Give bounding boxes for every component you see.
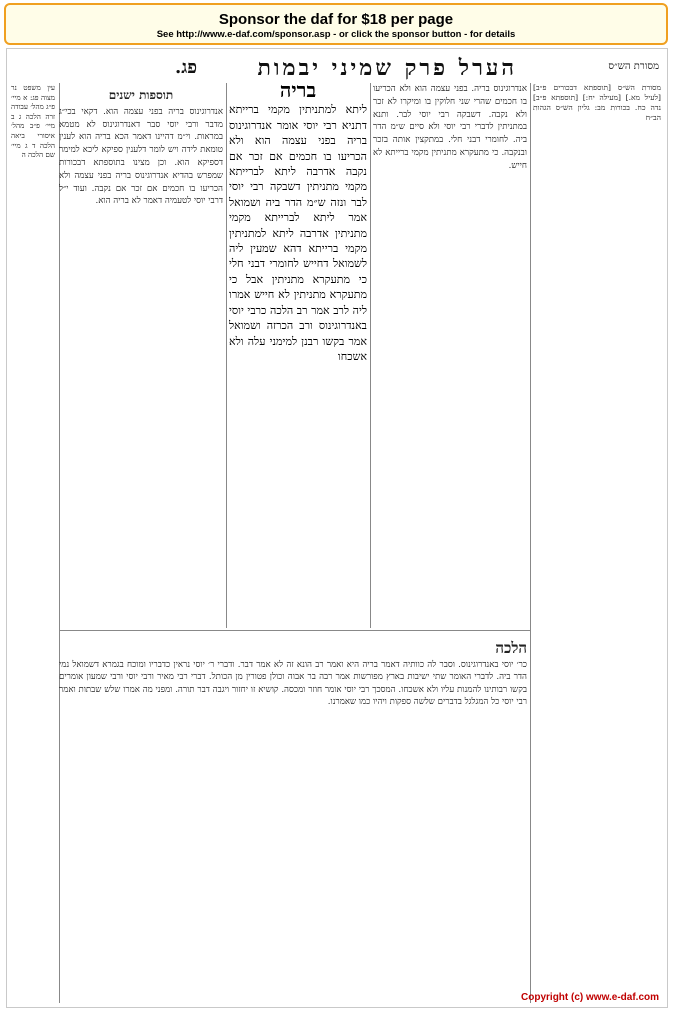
bottom-text: כר׳ יוסי באנדרוגינוס. וסבר לה כוותיה דאמר בריה היא ואמר רב הונא זה לא אמר דבר. ודברי ר׳ יוסי נראין כדבריו ומוכח בגמרא דשמואל נמי הדר ביה. לדברי האומר שתי ישיבות בארץ מפורשות אמר רבה בר אבוה וכולן פטורין מן הכותל. דברי רבי מאיר ורבי יוסי ורבי שמעון אומרים בקשו רבותינו להמנות עליו ולא אשכחו. המסכך רבי יוסי אומר חוזר ומכסה. קושיא זו יחזור ויגבה דבר תורה. ומפני מה אמרו שלש שבתות ואמר רבי יוסי כל המגלגל בדברים שלשה ספקות ויהיו כמו שאמרנו. — [59, 659, 527, 707]
tosafot-heading: תוספות ישנים — [108, 88, 174, 102]
masoret-hashas-margin — [533, 83, 661, 628]
sponsor-banner[interactable] — [4, 3, 668, 45]
margin-left-text: עין משפט נר מצוה פג: א מיי׳ פ״ג מהל׳ עבודה זרה הלכה ג ב מיי׳ פ״ב מהל׳ איסורי ביאה הלכה ד ג מיי׳ שם הלכה ה — [11, 83, 55, 160]
section-divider — [59, 630, 531, 631]
rashi-text: אנדרוגינוס בריה. בפני עצמה הוא ולא הכריעו בו חכמים שהרי שני חלוקין בו ומיקרו לא זכר ולא נקבה. דשבקה רבי יוסי לבר. ותנא במתניתין לדברי רבי יוסי ולא סיים ש״מ הדר ביה. לחומרי דבני חלי. במתקצין אותה בזכר ובנקבה. כי מתעקרא מתניתין מקמי ברייתא לא חייש. — [373, 84, 527, 171]
rashi-commentary — [373, 83, 527, 628]
halakha-label: הלכה — [495, 639, 527, 657]
daf-number: פג. — [175, 57, 197, 78]
gemara-column — [229, 83, 367, 628]
tosafot-text: אנדרוגינוס בריה בפני עצמה הוא. דקאי בכי״ג מדבר ורבי יוסי סבר דאנדרוגינוס לא מטמא במראות. וי״מ דהיינו דאמר הכא בריה הוא לענין טומאת לידה ויש לומר דלענין ספיקא ליכא למימר דספיקא הוא. וכן מצינו בתוספתא דבכורות שמפרש בהדיא אנדרוגינוס בריה בפני עצמה ולא הכריעו בו חכמים אם זכר אם נקבה. ועוד י״ל דרבי יוסי לטעמיה דאמר לא בריה הוא. — [59, 106, 223, 207]
column-divider — [226, 83, 227, 628]
column-divider — [530, 83, 531, 1003]
bottom-commentary — [59, 634, 527, 1002]
ein-mishpat-margin — [11, 83, 55, 1003]
sponsor-subtitle[interactable]: See http://www.e-daf.com/sponsor.asp - or click the sponsor button - for details — [156, 29, 516, 40]
page-title: הערל פרק שמיני יבמות — [257, 55, 517, 81]
page-header — [7, 55, 667, 83]
margin-right-text: מסורת הש״ס [תוספתא דבכורים פ״ב] [לעיל מא.] [מעילה יח:] [תוספתא פ״ב] נדה כח. בכורות מב: גליון הש״ס הגהות הב״ח — [533, 83, 661, 122]
gemara-text: ליתא למתניתין מקמי ברייתא דתניא רבי יוסי אומר אנדרוגינוס בריה בפני עצמה הוא ולא הכריעו בו חכמים אם זכר אם נקבה אדרבה ליתא לברייתא מקמי מתניתין דשבקה רבי יוסי לבר ונזה ש״מ הדר ביה ושמואל אמר ליתא לברייתא מקמי מתניתין אדרבה ליתא למתניתין מקמי ברייתא דהא שמעין ליה לשמואל דחייש לחומרי דבני חלי כי מתעקרא מתניתין אבל כי מתעקרא מתניתין לא חייש אמרו ליה לרב אמר רב הלכה כרבי יוסי באנדרוגינוס ורב הכרזה ושמואל אמר בקשו רבנן למימני עלה ולא אשכחו — [229, 103, 367, 363]
tosafot-commentary — [59, 83, 223, 628]
talmud-page — [6, 48, 668, 1008]
sponsor-title[interactable]: Sponsor the daf for $18 per page — [218, 11, 454, 28]
copyright-notice: Copyright (c) www.e-daf.com — [521, 992, 659, 1003]
column-divider — [370, 83, 371, 628]
folio-label: מסורת הש״ס — [608, 61, 659, 72]
gemara-opener: בריה — [279, 83, 317, 102]
